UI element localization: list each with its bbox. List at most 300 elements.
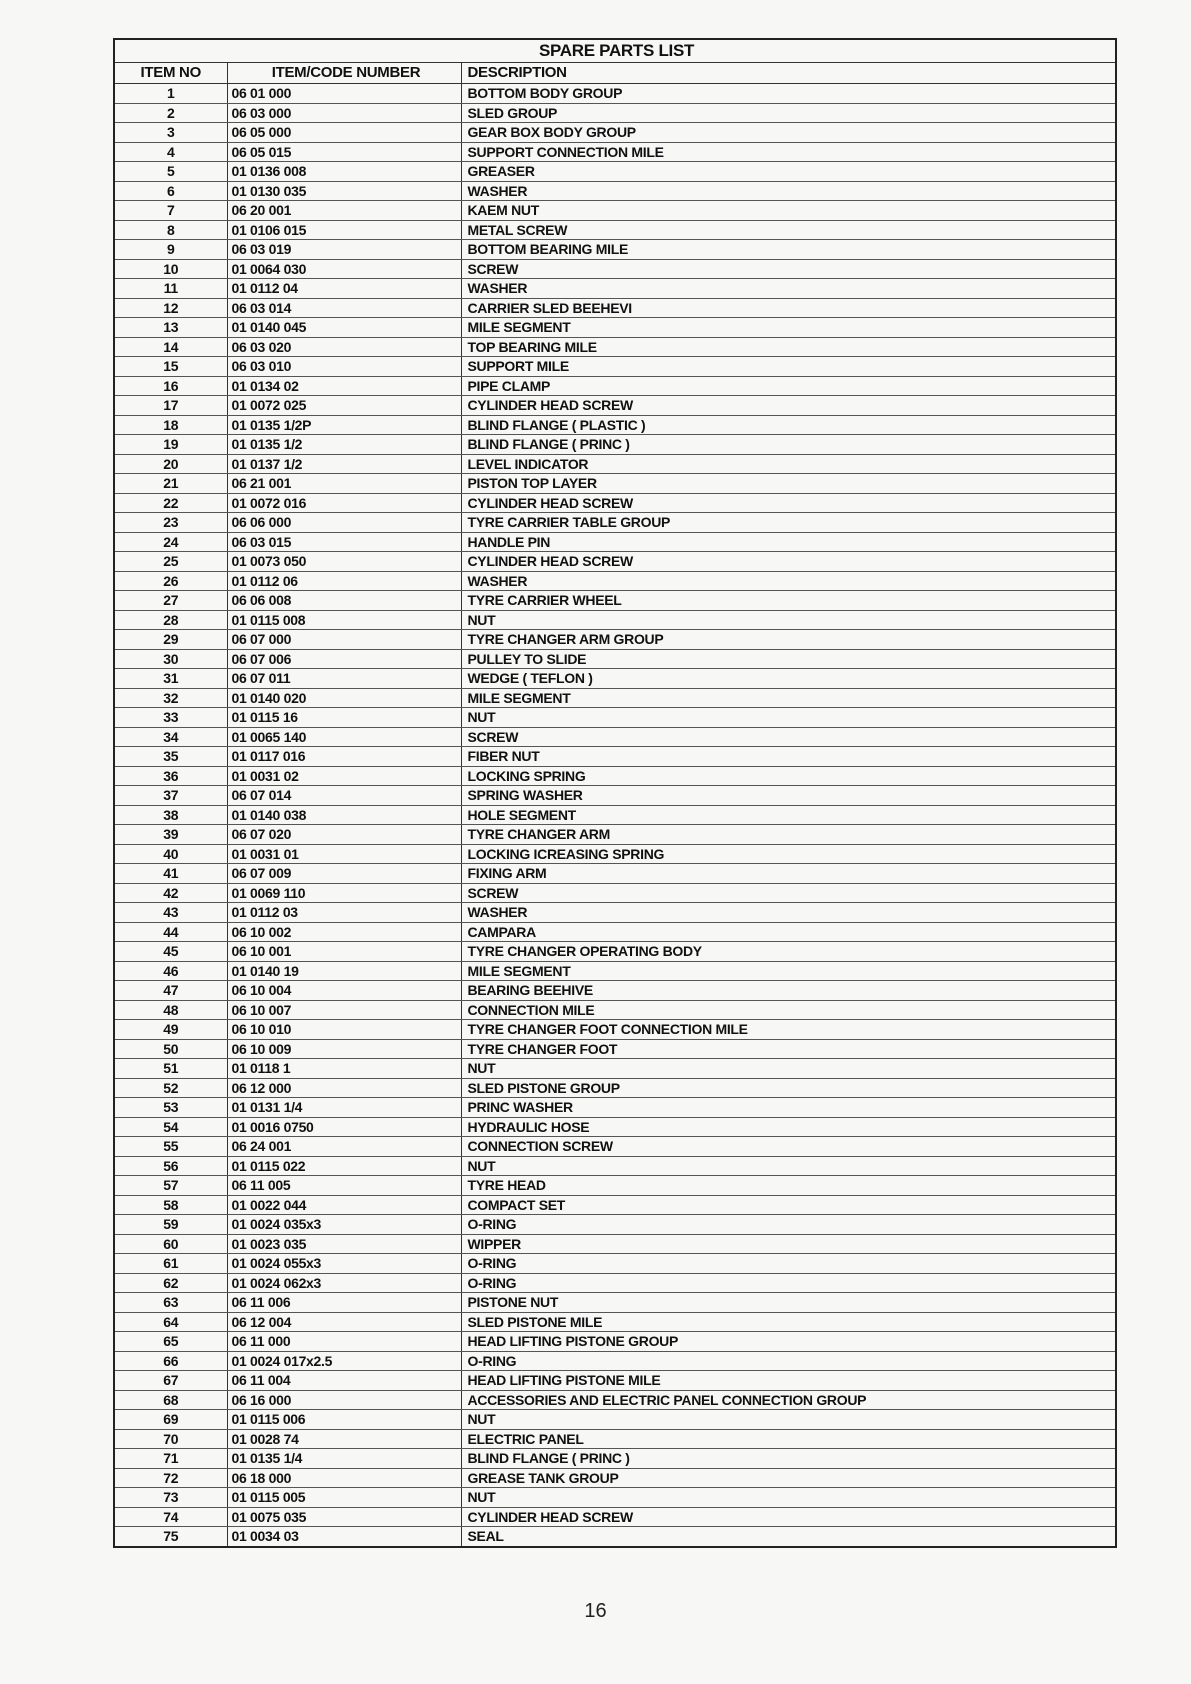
item-number-cell: 8 <box>114 220 227 240</box>
description-cell: HEAD LIFTING PISTONE GROUP <box>461 1332 1116 1352</box>
description-cell: NUT <box>461 610 1116 630</box>
description-cell: TYRE CHANGER FOOT <box>461 1039 1116 1059</box>
table-row <box>114 610 1116 630</box>
table-row <box>114 1527 1116 1547</box>
item-number-cell: 56 <box>114 1156 227 1176</box>
description-cell: CYLINDER HEAD SCREW <box>461 396 1116 416</box>
item-code-cell: 01 0024 035x3 <box>227 1215 461 1235</box>
table-row <box>114 708 1116 728</box>
item-code-cell: 01 0134 02 <box>227 376 461 396</box>
description-cell: CARRIER SLED BEEHEVI <box>461 298 1116 318</box>
item-number-cell: 24 <box>114 532 227 552</box>
description-cell: HEAD LIFTING PISTONE MILE <box>461 1371 1116 1391</box>
description-cell: TYRE CARRIER WHEEL <box>461 591 1116 611</box>
item-code-cell: 06 10 001 <box>227 942 461 962</box>
description-cell: MILE SEGMENT <box>461 688 1116 708</box>
item-code-cell: 01 0115 008 <box>227 610 461 630</box>
item-code-cell: 01 0140 045 <box>227 318 461 338</box>
item-number-cell: 33 <box>114 708 227 728</box>
table-row <box>114 1449 1116 1469</box>
item-number-cell: 50 <box>114 1039 227 1059</box>
table-row <box>114 903 1116 923</box>
description-cell: KAEM NUT <box>461 201 1116 221</box>
item-number-cell: 38 <box>114 805 227 825</box>
item-number-cell: 29 <box>114 630 227 650</box>
description-cell: NUT <box>461 1410 1116 1430</box>
item-number-cell: 31 <box>114 669 227 689</box>
item-number-cell: 14 <box>114 337 227 357</box>
item-code-cell: 01 0112 04 <box>227 279 461 299</box>
item-number-cell: 39 <box>114 825 227 845</box>
item-number-cell: 18 <box>114 415 227 435</box>
description-cell: HOLE SEGMENT <box>461 805 1116 825</box>
item-number-cell: 25 <box>114 552 227 572</box>
table-row <box>114 1410 1116 1430</box>
item-number-cell: 35 <box>114 747 227 767</box>
page-number: 16 <box>584 1600 607 1622</box>
table-row <box>114 1039 1116 1059</box>
description-cell: HANDLE PIN <box>461 532 1116 552</box>
item-code-cell: 06 03 000 <box>227 103 461 123</box>
table-row <box>114 1312 1116 1332</box>
description-cell: PISTON TOP LAYER <box>461 474 1116 494</box>
item-code-cell: 01 0115 022 <box>227 1156 461 1176</box>
table-row <box>114 84 1116 104</box>
item-code-cell: 06 03 015 <box>227 532 461 552</box>
description-cell: PIPE CLAMP <box>461 376 1116 396</box>
item-code-cell: 06 03 014 <box>227 298 461 318</box>
description-cell: BLIND FLANGE ( PRINC ) <box>461 1449 1116 1469</box>
table-row <box>114 981 1116 1001</box>
item-number-cell: 6 <box>114 181 227 201</box>
table-row <box>114 1020 1116 1040</box>
item-number-cell: 59 <box>114 1215 227 1235</box>
item-number-cell: 7 <box>114 201 227 221</box>
table-row <box>114 552 1116 572</box>
item-code-cell: 01 0024 062x3 <box>227 1273 461 1293</box>
table-row <box>114 142 1116 162</box>
table-row <box>114 376 1116 396</box>
description-cell: PULLEY TO SLIDE <box>461 649 1116 669</box>
item-number-cell: 46 <box>114 961 227 981</box>
item-number-cell: 5 <box>114 162 227 182</box>
description-cell: LOCKING ICREASING SPRING <box>461 844 1116 864</box>
item-code-cell: 06 07 020 <box>227 825 461 845</box>
item-number-cell: 11 <box>114 279 227 299</box>
item-code-cell: 06 05 000 <box>227 123 461 143</box>
item-number-cell: 37 <box>114 786 227 806</box>
table-row <box>114 883 1116 903</box>
item-code-cell: 06 10 007 <box>227 1000 461 1020</box>
table-row <box>114 201 1116 221</box>
description-cell: SCREW <box>461 259 1116 279</box>
item-code-cell: 01 0028 74 <box>227 1429 461 1449</box>
description-cell: NUT <box>461 1156 1116 1176</box>
item-number-cell: 60 <box>114 1234 227 1254</box>
description-cell: BOTTOM BEARING MILE <box>461 240 1116 260</box>
item-code-cell: 01 0140 020 <box>227 688 461 708</box>
item-number-cell: 70 <box>114 1429 227 1449</box>
description-cell: GEAR BOX BODY GROUP <box>461 123 1116 143</box>
item-code-cell: 06 10 004 <box>227 981 461 1001</box>
item-code-cell: 06 06 000 <box>227 513 461 533</box>
description-cell: SCREW <box>461 727 1116 747</box>
item-code-cell: 01 0069 110 <box>227 883 461 903</box>
item-number-cell: 28 <box>114 610 227 630</box>
description-cell: NUT <box>461 1059 1116 1079</box>
table-row <box>114 220 1116 240</box>
description-cell: BLIND FLANGE ( PRINC ) <box>461 435 1116 455</box>
parts-table-body <box>114 84 1116 1547</box>
item-number-cell: 65 <box>114 1332 227 1352</box>
item-code-cell: 01 0106 015 <box>227 220 461 240</box>
item-code-cell: 01 0112 03 <box>227 903 461 923</box>
table-row <box>114 474 1116 494</box>
description-cell: TYRE CHANGER OPERATING BODY <box>461 942 1116 962</box>
table-row <box>114 1254 1116 1274</box>
description-cell: CAMPARA <box>461 922 1116 942</box>
item-code-cell: 06 03 010 <box>227 357 461 377</box>
description-cell: TOP BEARING MILE <box>461 337 1116 357</box>
item-code-cell: 01 0140 038 <box>227 805 461 825</box>
description-cell: WASHER <box>461 279 1116 299</box>
description-cell: HYDRAULIC HOSE <box>461 1117 1116 1137</box>
item-code-cell: 06 01 000 <box>227 84 461 104</box>
description-cell: TYRE CARRIER TABLE GROUP <box>461 513 1116 533</box>
item-code-cell: 01 0022 044 <box>227 1195 461 1215</box>
table-row <box>114 1273 1116 1293</box>
description-cell: BEARING BEEHIVE <box>461 981 1116 1001</box>
item-number-cell: 67 <box>114 1371 227 1391</box>
description-cell: CYLINDER HEAD SCREW <box>461 552 1116 572</box>
item-code-cell: 01 0034 03 <box>227 1527 461 1547</box>
table-row <box>114 1371 1116 1391</box>
item-number-cell: 32 <box>114 688 227 708</box>
table-row <box>114 162 1116 182</box>
item-code-cell: 06 07 000 <box>227 630 461 650</box>
description-cell: CYLINDER HEAD SCREW <box>461 493 1116 513</box>
description-cell: LOCKING SPRING <box>461 766 1116 786</box>
item-number-cell: 71 <box>114 1449 227 1469</box>
item-code-cell: 06 03 020 <box>227 337 461 357</box>
item-code-cell: 01 0072 025 <box>227 396 461 416</box>
item-number-cell: 51 <box>114 1059 227 1079</box>
description-cell: TYRE HEAD <box>461 1176 1116 1196</box>
item-number-cell: 12 <box>114 298 227 318</box>
column-header-description: DESCRIPTION <box>461 63 1116 84</box>
item-number-cell: 48 <box>114 1000 227 1020</box>
description-cell: ACCESSORIES AND ELECTRIC PANEL CONNECTION GROUP <box>461 1390 1116 1410</box>
item-number-cell: 64 <box>114 1312 227 1332</box>
table-row <box>114 630 1116 650</box>
table-row <box>114 688 1116 708</box>
item-code-cell: 01 0117 016 <box>227 747 461 767</box>
description-cell: FIBER NUT <box>461 747 1116 767</box>
description-cell: NUT <box>461 708 1116 728</box>
item-number-cell: 47 <box>114 981 227 1001</box>
item-code-cell: 06 11 005 <box>227 1176 461 1196</box>
item-code-cell: 01 0131 1/4 <box>227 1098 461 1118</box>
item-number-cell: 75 <box>114 1527 227 1547</box>
table-row <box>114 805 1116 825</box>
table-row <box>114 864 1116 884</box>
item-code-cell: 06 16 000 <box>227 1390 461 1410</box>
item-number-cell: 53 <box>114 1098 227 1118</box>
item-code-cell: 01 0065 140 <box>227 727 461 747</box>
description-cell: COMPACT SET <box>461 1195 1116 1215</box>
item-number-cell: 15 <box>114 357 227 377</box>
item-number-cell: 21 <box>114 474 227 494</box>
description-cell: BLIND FLANGE ( PLASTIC ) <box>461 415 1116 435</box>
description-cell: CYLINDER HEAD SCREW <box>461 1507 1116 1527</box>
description-cell: BOTTOM BODY GROUP <box>461 84 1116 104</box>
item-number-cell: 61 <box>114 1254 227 1274</box>
item-code-cell: 06 07 014 <box>227 786 461 806</box>
table-row <box>114 318 1116 338</box>
description-cell: MILE SEGMENT <box>461 961 1116 981</box>
item-number-cell: 27 <box>114 591 227 611</box>
description-cell: GREASE TANK GROUP <box>461 1468 1116 1488</box>
table-row <box>114 922 1116 942</box>
item-code-cell: 01 0023 035 <box>227 1234 461 1254</box>
item-number-cell: 34 <box>114 727 227 747</box>
item-number-cell: 57 <box>114 1176 227 1196</box>
table-row <box>114 298 1116 318</box>
description-cell: MILE SEGMENT <box>461 318 1116 338</box>
description-cell: WASHER <box>461 181 1116 201</box>
item-code-cell: 06 20 001 <box>227 201 461 221</box>
item-number-cell: 45 <box>114 942 227 962</box>
table-row <box>114 571 1116 591</box>
description-cell: SUPPORT MILE <box>461 357 1116 377</box>
description-cell: WASHER <box>461 571 1116 591</box>
description-cell: WASHER <box>461 903 1116 923</box>
description-cell: SLED PISTONE GROUP <box>461 1078 1116 1098</box>
item-number-cell: 54 <box>114 1117 227 1137</box>
description-cell: METAL SCREW <box>461 220 1116 240</box>
table-row <box>114 513 1116 533</box>
item-code-cell: 06 05 015 <box>227 142 461 162</box>
description-cell: O-RING <box>461 1254 1116 1274</box>
table-row <box>114 1507 1116 1527</box>
item-code-cell: 01 0024 055x3 <box>227 1254 461 1274</box>
item-number-cell: 30 <box>114 649 227 669</box>
description-cell: CONNECTION SCREW <box>461 1137 1116 1157</box>
description-cell: TYRE CHANGER ARM <box>461 825 1116 845</box>
table-row <box>114 240 1116 260</box>
table-row <box>114 123 1116 143</box>
table-row <box>114 532 1116 552</box>
item-code-cell: 06 07 011 <box>227 669 461 689</box>
table-row <box>114 786 1116 806</box>
item-code-cell: 06 10 002 <box>227 922 461 942</box>
table-row <box>114 1117 1116 1137</box>
item-number-cell: 62 <box>114 1273 227 1293</box>
table-title: SPARE PARTS LIST <box>114 39 1116 63</box>
table-row <box>114 357 1116 377</box>
item-code-cell: 01 0024 017x2.5 <box>227 1351 461 1371</box>
description-cell: FIXING ARM <box>461 864 1116 884</box>
description-cell: TYRE CHANGER FOOT CONNECTION MILE <box>461 1020 1116 1040</box>
table-row <box>114 181 1116 201</box>
description-cell: SPRING WASHER <box>461 786 1116 806</box>
description-cell: NUT <box>461 1488 1116 1508</box>
item-code-cell: 01 0115 005 <box>227 1488 461 1508</box>
item-number-cell: 40 <box>114 844 227 864</box>
item-number-cell: 4 <box>114 142 227 162</box>
table-row <box>114 1293 1116 1313</box>
table-row <box>114 942 1116 962</box>
table-row <box>114 649 1116 669</box>
item-number-cell: 72 <box>114 1468 227 1488</box>
table-row <box>114 591 1116 611</box>
item-code-cell: 01 0130 035 <box>227 181 461 201</box>
item-number-cell: 52 <box>114 1078 227 1098</box>
description-cell: SLED GROUP <box>461 103 1116 123</box>
table-row <box>114 961 1116 981</box>
description-cell: CONNECTION MILE <box>461 1000 1116 1020</box>
table-row <box>114 1429 1116 1449</box>
table-row <box>114 435 1116 455</box>
item-number-cell: 68 <box>114 1390 227 1410</box>
item-number-cell: 9 <box>114 240 227 260</box>
item-number-cell: 36 <box>114 766 227 786</box>
table-row <box>114 1215 1116 1235</box>
item-code-cell: 06 07 006 <box>227 649 461 669</box>
item-code-cell: 06 12 004 <box>227 1312 461 1332</box>
table-row <box>114 825 1116 845</box>
item-number-cell: 43 <box>114 903 227 923</box>
item-code-cell: 06 11 006 <box>227 1293 461 1313</box>
item-code-cell: 01 0140 19 <box>227 961 461 981</box>
item-code-cell: 01 0115 006 <box>227 1410 461 1430</box>
item-number-cell: 3 <box>114 123 227 143</box>
item-code-cell: 06 18 000 <box>227 1468 461 1488</box>
table-row <box>114 844 1116 864</box>
table-row <box>114 1156 1116 1176</box>
item-number-cell: 73 <box>114 1488 227 1508</box>
table-row <box>114 1098 1116 1118</box>
table-row <box>114 103 1116 123</box>
table-row <box>114 727 1116 747</box>
description-cell: SLED PISTONE MILE <box>461 1312 1116 1332</box>
table-row <box>114 1390 1116 1410</box>
column-header-item-no: ITEM NO <box>114 63 227 84</box>
item-number-cell: 55 <box>114 1137 227 1157</box>
table-row <box>114 1176 1116 1196</box>
table-row <box>114 1137 1116 1157</box>
item-number-cell: 17 <box>114 396 227 416</box>
description-cell: PISTONE NUT <box>461 1293 1116 1313</box>
table-row <box>114 1234 1116 1254</box>
table-row <box>114 337 1116 357</box>
item-number-cell: 26 <box>114 571 227 591</box>
description-cell: O-RING <box>461 1273 1116 1293</box>
item-code-cell: 01 0112 06 <box>227 571 461 591</box>
item-code-cell: 06 21 001 <box>227 474 461 494</box>
item-number-cell: 13 <box>114 318 227 338</box>
description-cell: SUPPORT CONNECTION MILE <box>461 142 1116 162</box>
item-code-cell: 01 0135 1/2P <box>227 415 461 435</box>
table-row <box>114 415 1116 435</box>
item-code-cell: 01 0016 0750 <box>227 1117 461 1137</box>
item-number-cell: 42 <box>114 883 227 903</box>
item-number-cell: 19 <box>114 435 227 455</box>
item-code-cell: 01 0118 1 <box>227 1059 461 1079</box>
item-code-cell: 06 06 008 <box>227 591 461 611</box>
item-number-cell: 74 <box>114 1507 227 1527</box>
table-row <box>114 279 1116 299</box>
item-number-cell: 69 <box>114 1410 227 1430</box>
item-number-cell: 63 <box>114 1293 227 1313</box>
table-row <box>114 747 1116 767</box>
item-code-cell: 01 0135 1/4 <box>227 1449 461 1469</box>
item-code-cell: 06 24 001 <box>227 1137 461 1157</box>
description-cell: SEAL <box>461 1527 1116 1547</box>
description-cell: TYRE CHANGER ARM GROUP <box>461 630 1116 650</box>
item-number-cell: 23 <box>114 513 227 533</box>
table-row <box>114 1351 1116 1371</box>
item-code-cell: 06 10 010 <box>227 1020 461 1040</box>
item-number-cell: 44 <box>114 922 227 942</box>
table-row <box>114 1059 1116 1079</box>
table-row <box>114 454 1116 474</box>
item-code-cell: 06 11 000 <box>227 1332 461 1352</box>
table-row <box>114 766 1116 786</box>
item-code-cell: 01 0075 035 <box>227 1507 461 1527</box>
table-row <box>114 1468 1116 1488</box>
item-code-cell: 06 07 009 <box>227 864 461 884</box>
description-cell: ELECTRIC PANEL <box>461 1429 1116 1449</box>
table-row <box>114 1078 1116 1098</box>
item-number-cell: 1 <box>114 84 227 104</box>
item-code-cell: 01 0073 050 <box>227 552 461 572</box>
item-number-cell: 22 <box>114 493 227 513</box>
description-cell: LEVEL INDICATOR <box>461 454 1116 474</box>
table-row <box>114 669 1116 689</box>
item-number-cell: 10 <box>114 259 227 279</box>
table-row <box>114 1488 1116 1508</box>
item-code-cell: 01 0031 02 <box>227 766 461 786</box>
table-row <box>114 396 1116 416</box>
column-header-code-number: ITEM/CODE NUMBER <box>227 63 461 84</box>
table-row <box>114 1332 1116 1352</box>
spare-parts-table <box>113 38 1117 1548</box>
item-code-cell: 01 0137 1/2 <box>227 454 461 474</box>
description-cell: O-RING <box>461 1215 1116 1235</box>
item-code-cell: 06 12 000 <box>227 1078 461 1098</box>
description-cell: WIPPER <box>461 1234 1116 1254</box>
table-row <box>114 259 1116 279</box>
description-cell: SCREW <box>461 883 1116 903</box>
table-row <box>114 493 1116 513</box>
item-number-cell: 2 <box>114 103 227 123</box>
item-number-cell: 58 <box>114 1195 227 1215</box>
item-code-cell: 01 0072 016 <box>227 493 461 513</box>
item-number-cell: 41 <box>114 864 227 884</box>
description-cell: O-RING <box>461 1351 1116 1371</box>
item-code-cell: 06 03 019 <box>227 240 461 260</box>
item-code-cell: 01 0064 030 <box>227 259 461 279</box>
item-number-cell: 20 <box>114 454 227 474</box>
item-code-cell: 01 0115 16 <box>227 708 461 728</box>
item-number-cell: 66 <box>114 1351 227 1371</box>
item-code-cell: 01 0135 1/2 <box>227 435 461 455</box>
item-code-cell: 06 10 009 <box>227 1039 461 1059</box>
item-code-cell: 01 0136 008 <box>227 162 461 182</box>
description-cell: PRINC WASHER <box>461 1098 1116 1118</box>
item-number-cell: 16 <box>114 376 227 396</box>
